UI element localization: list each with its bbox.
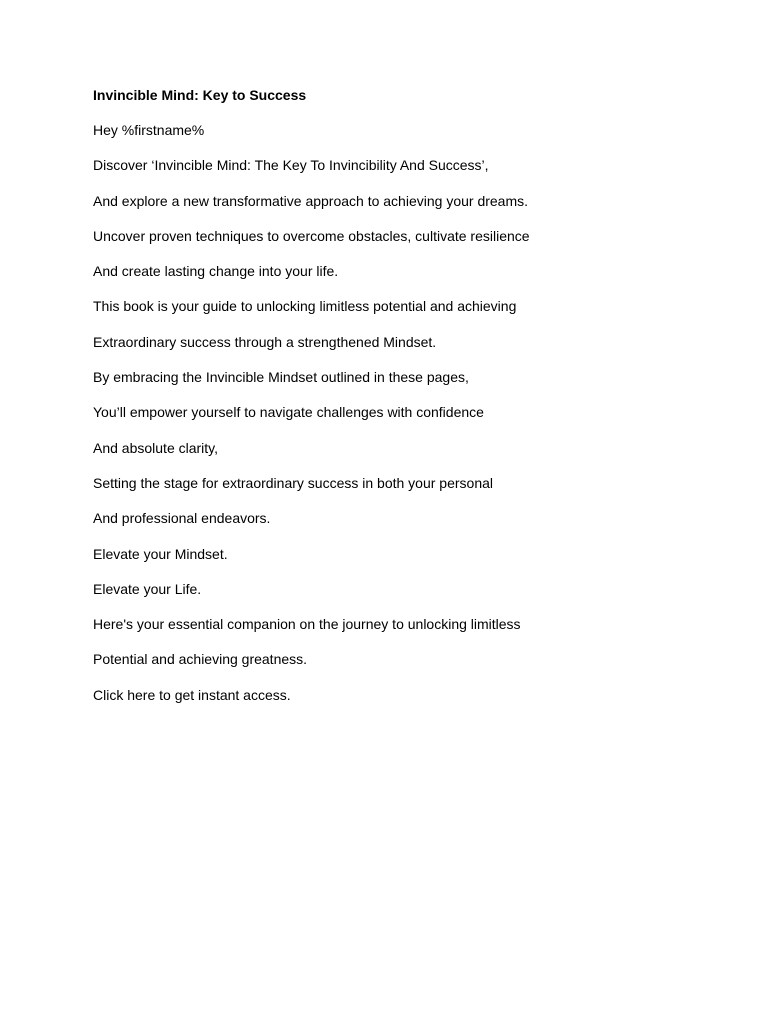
- body-line: And absolute clarity,: [93, 439, 219, 456]
- body-line: Discover ‘Invincible Mind: The Key To Invincibility And Success’,: [93, 157, 489, 174]
- body-line: Here's your essential companion on the journey to unlocking limitless: [93, 616, 521, 633]
- document-title: Invincible Mind: Key to Success: [93, 87, 307, 103]
- call-to-action-line: Click here to get instant access.: [93, 686, 291, 703]
- body-line: Setting the stage for extraordinary success in both your personal: [93, 474, 493, 491]
- body-line: You’ll empower yourself to navigate challenges with confidence: [93, 404, 484, 421]
- body-line: By embracing the Invincible Mindset outlined in these pages,: [93, 369, 469, 386]
- body-line: Extraordinary success through a strengthened Mindset.: [93, 333, 437, 350]
- body-line-greeting: Hey %firstname%: [93, 122, 205, 138]
- body-line: Potential and achieving greatness.: [93, 651, 308, 668]
- body-line: Elevate your Mindset.: [93, 545, 228, 562]
- body-line: Uncover proven techniques to overcome obstacles, cultivate resilience: [93, 227, 530, 244]
- body-line: And create lasting change into your life.: [93, 263, 339, 280]
- body-line: And professional endeavors.: [93, 510, 271, 527]
- body-line: This book is your guide to unlocking limitless potential and achieving: [93, 298, 517, 315]
- document-body: [93, 122, 708, 704]
- body-line: And explore a new transformative approach to achieving your dreams.: [93, 192, 529, 209]
- body-line: Elevate your Life.: [93, 580, 202, 597]
